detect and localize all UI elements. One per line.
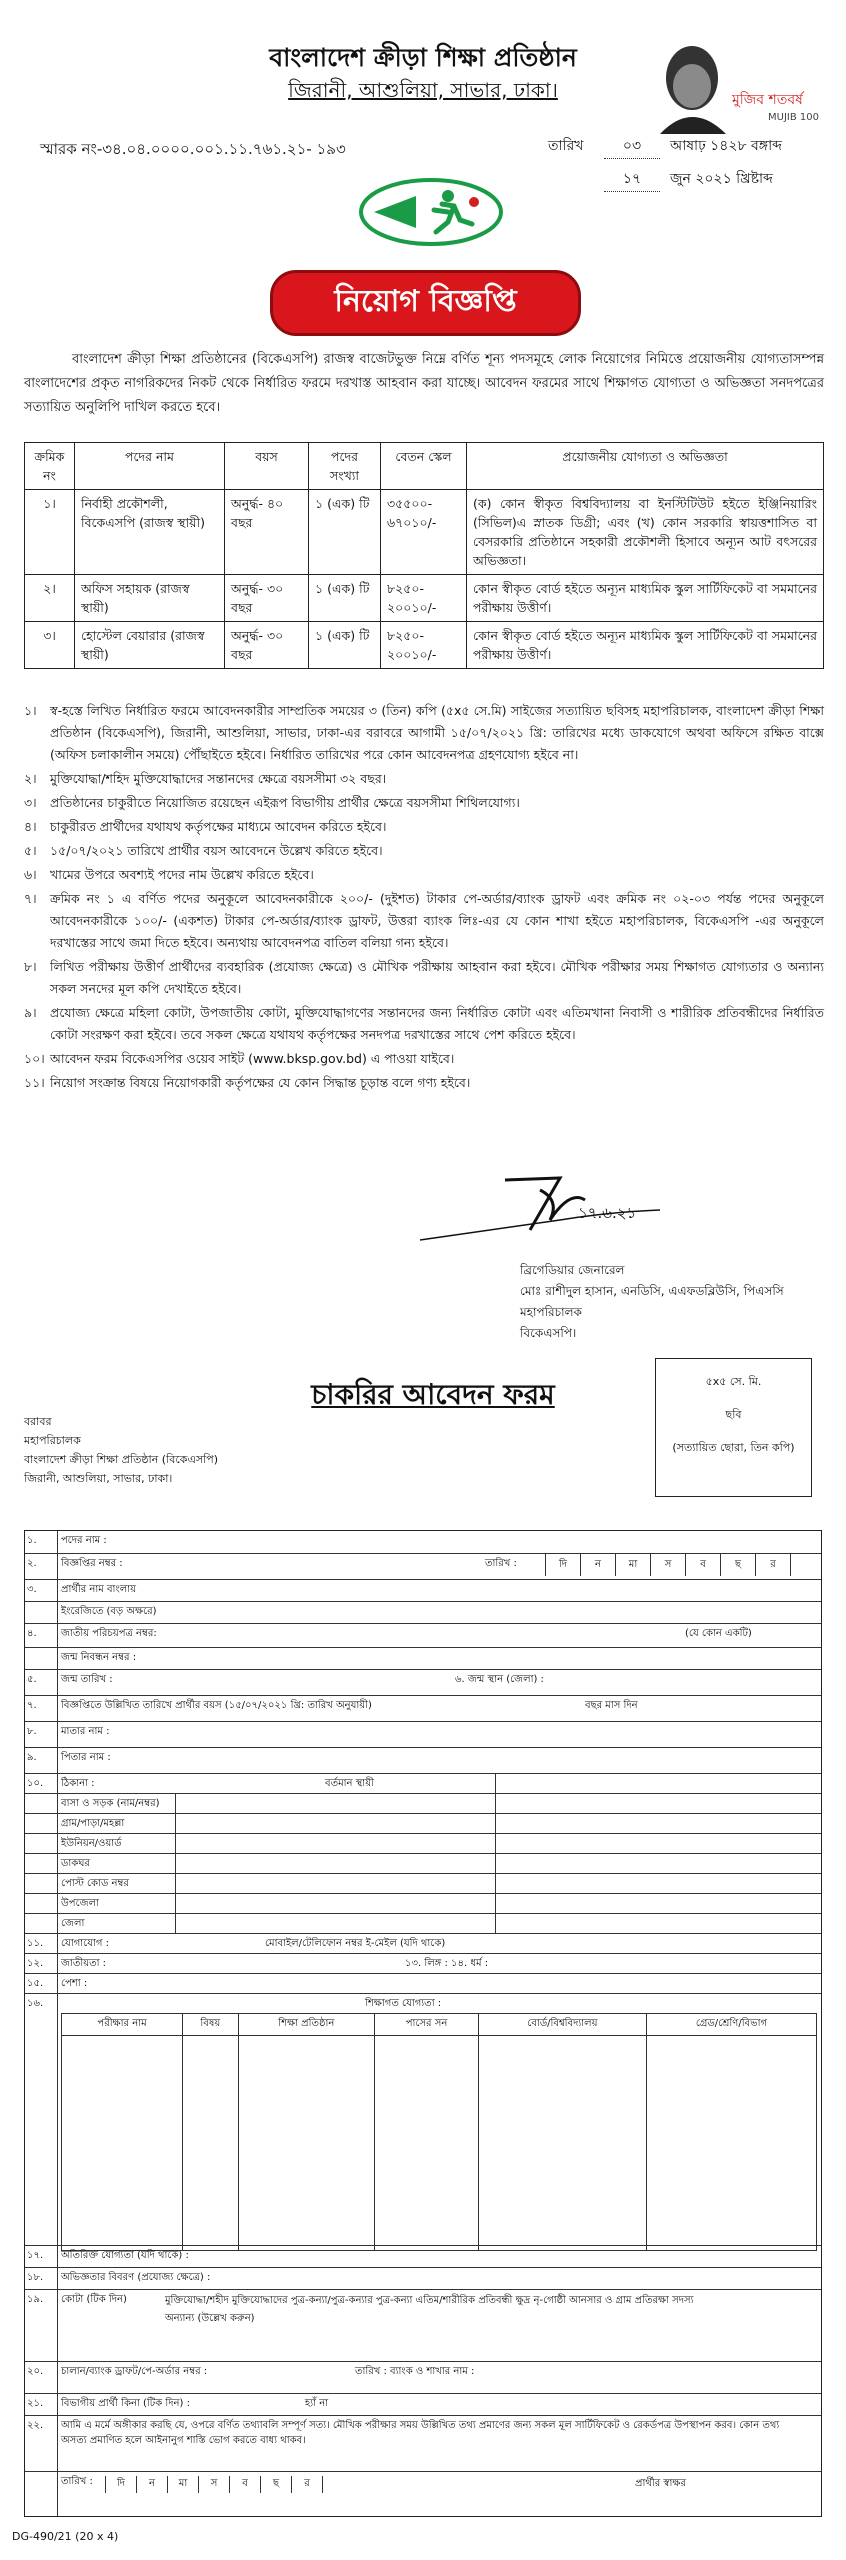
form-row[interactable]: ইংরেজিতে (বড় অক্ষরে) [25,1601,821,1624]
cell-serial: ১। [25,490,75,575]
form-row[interactable]: ৯. পিতার নাম : [25,1747,821,1774]
col-scale: বেতন স্কেল [381,443,467,490]
cell-qualification: কোন স্বীকৃত বোর্ড হইতে অন্যূন মাধ্যমিক স্কুল সার্টিফিকেট বা সমমানের পরীক্ষায় উত্তীর্ণ। [467,575,824,622]
addressee: বরাবর মহাপরিচালক বাংলাদেশ ক্রীড়া শিক্ষা প্রতিষ্ঠান (বিকেএসপি) জিরানী, আশুলিয়া, সাভার, ঢাকা। [24,1415,219,1485]
list-item: ২। মুক্তিযোদ্ধা/শহিদ মুক্তিযোদ্ধাদের সন্তানদের ক্ষেত্রে বয়সসীমা ৩২ বছর। [24,771,387,786]
date-en-day: ১৭ [604,167,660,192]
signer-org: বিকেএসপি। [520,1326,577,1340]
col-count: পদের সংখ্যা [309,443,381,490]
bksp-runner-logo [356,176,506,248]
list-item: ৮। লিখিত পরীক্ষায় উত্তীর্ণ প্রার্থীদের ব্যবহারিক (প্রযোজ্য ক্ষেত্রে) ও মৌখিক পরীক্ষায় আহবান করা হইবে। মৌখিক পরীক্ষার সময় শিক্ষাগত যোগ্যতার ও অন্যান্য সকল সনদের মূল কপি দেখাইতে হইবে। [24,959,824,996]
footer-code: DG-490/21 (20 x 4) [12,2530,119,2543]
form-row: ১৬. শিক্ষাগত যোগ্যতা : [25,1993,821,2014]
cell-count: ১ (এক) টি [309,622,381,669]
list-item: ৯। প্রযোজ্য ক্ষেত্রে মহিলা কোটা, উপজাতীয় কোটা, মুক্তিযোদ্ধাগণের সন্তানদের জন্য নির্ধারিত কোটা এবং এতিমখানা নিবাসী ও শারীরিক প্রতিবন্ধীদের নির্ধারিত কোটা সংরক্ষণ করা হইবে। তবে সকল ক্ষেত্রে যথাযথ কর্তৃপক্ষের সনদপত্র দরখাস্তের সাথে পেশ করিতে হইবে। [24,1005,824,1042]
mujib-100-logo [640,38,819,134]
photo-size: ৫x৫ সে. মি. [705,1375,762,1388]
form-row[interactable]: ইউনিয়ন/ওয়ার্ড [25,1833,821,1854]
reference-number: স্মারক নং-৩৪.০৪.০০০০.০০১.১১.৭৬১.২১- ১৯৩ [40,140,346,158]
table-row [25,622,824,669]
education-header: পরীক্ষার নাম বিষয় শিক্ষা প্রতিষ্ঠান পাসের সন বোর্ড/বিশ্ববিদ্যালয় গ্রেড/শ্রেণি/বিভাগ [62,2014,817,2036]
signer-rank: ব্রিগেডিয়ার জেনারেল [520,1263,625,1277]
form-title: চাকরির আবেদন ফরম [311,1378,555,1411]
list-item: ৪। চাকুরীরত প্রার্থীদের যথাযথ কর্তৃপক্ষের মাধ্যমে আবেদন করিতে হইবে। [24,819,387,834]
list-item: ৭। ক্রমিক নং ১ এ বর্ণিত পদের অনুকূলে আবেদনকারীকে ২০০/- (দুইশত) টাকার পে-অর্ডার/ব্যাংক ড্রাফট এবং ক্রমিক নং ০২-০৩ পর্যন্ত পদের অনুকূলে আবেদনকারীকে ১০০/- (একশত) টাকার পে-অর্ডার/ব্যাংক ড্রাফট, উত্তরা ব্যাংক লিঃ-এর যে কোন শাখা হইতে মহাপরিচালক, বিকেএসপি -এর অনুকূলে দরখাস্তের সাথে জমা দিতে হইবে। অন্যথায় আবেদনপত্র বাতিল বলিয়া গন্য হইবে। [24,891,824,950]
photo-label: ছবি [725,1408,742,1421]
col-qualification: প্রয়োজনীয় যোগ্যতা ও অভিজ্ঞতা [467,443,824,490]
cell-age: অনুর্দ্ধ- ৩০ বছর [225,622,309,669]
org-name: বাংলাদেশ ক্রীড়া শিক্ষা প্রতিষ্ঠান [269,43,577,72]
form-row[interactable]: ডাকঘর [25,1853,821,1874]
form-row[interactable]: ১৫. পেশা : [25,1973,821,1994]
list-item: ১১। নিয়োগ সংক্রান্ত বিষয়ে নিয়োগকারী কর্তৃপক্ষের যে কোন সিদ্ধান্ত চূড়ান্ত বলে গণ্য হইবে। [24,1075,471,1090]
education-row [62,2036,817,2251]
form-row[interactable]: জন্ম নিবন্ধন নম্বর : [25,1647,821,1670]
date-bangla-day: ০৩ [604,134,660,159]
form-row[interactable]: ২১. বিভাগীয় প্রার্থী কিনা (টিক দিন) : হ্যাঁ না [25,2393,821,2416]
cell-count: ১ (এক) টি [309,575,381,622]
form-row[interactable]: ১২. জাতীয়তা : ১৩. লিঙ্গ : ১৪. ধর্ম : [25,1953,821,1974]
form-row[interactable]: উপজেলা [25,1893,821,1914]
cell-serial: ২। [25,575,75,622]
list-item: ১। স্ব-হস্তে লিখিত নির্ধারিত ফরমে আবেদনকারীর সাম্প্রতিক সময়ের ৩ (তিন) কপি (৫x৫ সে.মি) সাইজের সত্যায়িত ছবিসহ মহাপরিচালক, বাংলাদেশ ক্রীড়া শিক্ষা প্রতিষ্ঠান (বিকেএসপি), জিরানী, আশুলিয়া, সাভার, ঢাকা-এর বরাবরে আগামী ১৫/০৭/২০২১ খ্রি: তারিখের মধ্যে ডাকযোগে অথবা অফিসে রক্ষিত বাক্সে (অফিস চলাকালীন সময়ে) পৌঁছাইতে হইবে। নির্ধারিত তারিখের পরে কোন আবেদনপত্র গ্রহণযোগ্য হইবে না। [24,703,824,762]
sign-date-boxes[interactable]: দি ন মা স ব ছ র [105,2476,353,2493]
cell-scale: ৮২৫০- ২০০১০/- [381,575,467,622]
mujib-caption: মুজিব শতবর্ষ [732,92,803,108]
date-boxes[interactable]: দি ন মা স ব ছ র [545,1554,825,1576]
vacancy-table-header [25,443,824,490]
date-en-rest: জুন ২০২১ খ্রিষ্টাব্দ [670,171,773,187]
signer-name: মোঃ রাশীদুল হাসান, এনডিসি, এএফডব্লিউসি, পিএসসি [520,1284,784,1298]
form-row[interactable]: গ্রাম/পাড়া/মহল্লা [25,1813,821,1834]
form-row[interactable]: পোস্ট কোড নম্বর [25,1873,821,1894]
issue-date [548,134,838,200]
form-row[interactable]: ১১. যোগাযোগ : মোবাইল/টেলিফোন নম্বর ই-মেইল (যদি থাকে) [25,1933,821,1954]
cell-count: ১ (এক) টি [309,490,381,575]
signer-block [520,1260,784,1344]
cell-age: অনুর্দ্ধ- ৩০ বছর [225,575,309,622]
form-row[interactable]: ১৮. অভিজ্ঞতার বিবরণ (প্রযোজ্য ক্ষেত্রে) : [25,2267,821,2290]
application-form [24,1530,822,2517]
form-row[interactable]: তারিখ : দি ন মা স ব ছ র প্রার্থীর স্বাক্ষর [25,2471,821,2516]
table-row [25,490,824,575]
list-item: ৩। প্রতিষ্ঠানের চাকুরীতে নিয়োজিত রয়েছেন এইরূপ বিভাগীয় প্রার্থীর ক্ষেত্রে বয়সসীমা শিথিলযোগ্য। [24,795,520,810]
terms-list [24,700,824,1096]
form-row[interactable]: বাসা ও সড়ক (নাম/নম্বর) [25,1793,821,1814]
education-table[interactable] [61,2013,817,2251]
mujib-caption-en: MUJIB 100 [768,112,819,123]
cell-post: হোস্টেল বেয়ারার (রাজস্ব স্থায়ী) [75,622,225,669]
col-serial: ক্রমিক নং [25,443,75,490]
form-row[interactable]: ৭. বিজ্ঞপ্তিতে উল্লিখিত তারিখে প্রার্থীর বয়স (১৫/০৭/২০২১ খ্রি: তারিখ অনুযায়ী) বছর মাস দিন [25,1695,821,1722]
form-row: ১. পদের নাম : [27,1535,107,1546]
form-row: ১০. ঠিকানা : বর্তমান স্থায়ী [25,1773,821,1794]
photo-box [655,1358,812,1497]
col-age: বয়স [225,443,309,490]
form-row[interactable]: ৩. প্রার্থীর নাম বাংলায় [25,1579,821,1602]
cell-scale: ৮২৫০- ২০০১০/- [381,622,467,669]
vacancy-table [24,442,824,669]
form-row[interactable]: ৮. মাতার নাম : [25,1721,821,1748]
date-bangla-rest: আষাঢ় ১৪২৮ বঙ্গাব্দ [670,138,782,154]
cell-post: নির্বাহী প্রকৌশলী, বিকেএসপি (রাজস্ব স্থায়ী) [75,490,225,575]
form-row[interactable]: জেলা [25,1913,821,1934]
form-row[interactable]: ৫. জন্ম তারিখ : ৬. জন্ম স্থান (জেলা) : [25,1669,821,1696]
cell-scale: ৩৫৫০০- ৬৭০১০/- [381,490,467,575]
form-row[interactable]: ৪. জাতীয় পরিচয়পত্র নম্বর: (যে কোন একটি) [25,1623,821,1648]
form-row[interactable]: ১৭. অতিরিক্ত যোগ্যতা (যদি থাকে) : [25,2245,821,2268]
form-row[interactable]: ১৯. কোটা (টিক দিন) মুক্তিযোদ্ধা/শহীদ মুক্তিযোদ্ধাদের পুত্র-কন্যা/পুত্র-কন্যার পুত্র-কন্যা এতিম/শারীরিক প্রতিবন্ধী ক্ষুদ্র নৃ-গোষ্ঠী আনসার ও গ্রাম প্রতিরক্ষা সদস্য অন্যান্য (উল্লেখ করুন) [25,2289,821,2362]
signer-title: মহাপরিচালক [520,1305,582,1319]
cell-qualification: (ক) কোন স্বীকৃত বিশ্ববিদ্যালয় বা ইনস্টিটিউট হইতে ইঞ্জিনিয়ারিং (সিভিল)এ স্নাতক ডিগ্রী; এবং (খ) কোন সরকারি স্বায়ত্তশাসিত বা বেসরকারি প্রতিষ্ঠানে সহকারী প্রকৌশলী হিসাবে অন্যূন আট বৎসরের অভিজ্ঞতা। [467,490,824,575]
form-row: ২. বিজ্ঞপ্তির নম্বর : তারিখ : দি ন মা স ব ছ র [25,1553,821,1580]
date-label: তারিখ [548,138,584,154]
form-row: ২২. আমি এ মর্মে অঙ্গীকার করছি যে, ওপরে বর্ণিত তথ্যাবলি সম্পূর্ণ সত্য। মৌখিক পরীক্ষার সময় উল্লিখিত তথ্য প্রমাণের জন্য সকল মূল সার্টিফিকেট ও রেকর্ডপত্র উপস্থাপন করব। কোন তথ্য অসত্য প্রমাণিত হলে আইনানুগ শাস্তি ভোগ করতে বাধ্য থাকব। [25,2415,821,2472]
photo-note: (সত্যায়িত ছোরা, তিন কপি) [672,1441,795,1454]
notice-banner: নিয়োগ বিজ্ঞপ্তি [270,270,581,336]
table-row [25,575,824,622]
cell-age: অনুর্দ্ধ- ৪০ বছর [225,490,309,575]
signature [410,1160,670,1252]
form-row[interactable]: ২০. চালান/ব্যাংক ড্রাফট/পে-অর্ডার নম্বর : তারিখ : ব্যাংক ও শাখার নাম : [25,2361,821,2394]
list-item: ৬। খামের উপরে অবশ্যই পদের নাম উল্লেখ করিতে হইবে। [24,867,314,882]
col-post: পদের নাম [75,443,225,490]
list-item: ১০। আবেদন ফরম বিকেএসপির ওয়েব সাইট (www.bksp.gov.bd) এ পাওয়া যাইবে। [24,1051,455,1066]
cell-post: অফিস সহায়ক (রাজস্ব স্থায়ী) [75,575,225,622]
list-item: ৫। ১৫/০৭/২০২১ তারিখে প্রার্থীর বয়স আবেদনে উল্লেখ করিতে হইবে। [24,843,383,858]
signature-date: ১৭.৬.২১ [578,1204,637,1222]
org-address: জিরানী, আশুলিয়া, সাভার, ঢাকা। [288,78,558,102]
cell-qualification: কোন স্বীকৃত বোর্ড হইতে অন্যূন মাধ্যমিক স্কুল সার্টিফিকেট বা সমমানের পরীক্ষায় উত্তীর্ণ। [467,622,824,669]
cell-serial: ৩। [25,622,75,669]
notice-intro: বাংলাদেশ ক্রীড়া শিক্ষা প্রতিষ্ঠানের (বিকেএসপি) রাজস্ব বাজেটভুক্ত নিম্নে বর্ণিত শূন্য পদসমূহে লোক নিয়োগের নিমিত্তে প্রয়োজনীয় যোগ্যতাসম্পন্ন বাংলাদেশের প্রকৃত নাগরিকদের নিকট থেকে নির্ধারিত ফরমে দরখাস্ত আহবান করা যাচ্ছে। আবেদন ফরমের সাথে শিক্ষাগত যোগ্যতা ও অভিজ্ঞতা সনদপত্রের সত্যায়িত অনুলিপি দাখিল করতে হবে। [24,352,824,415]
